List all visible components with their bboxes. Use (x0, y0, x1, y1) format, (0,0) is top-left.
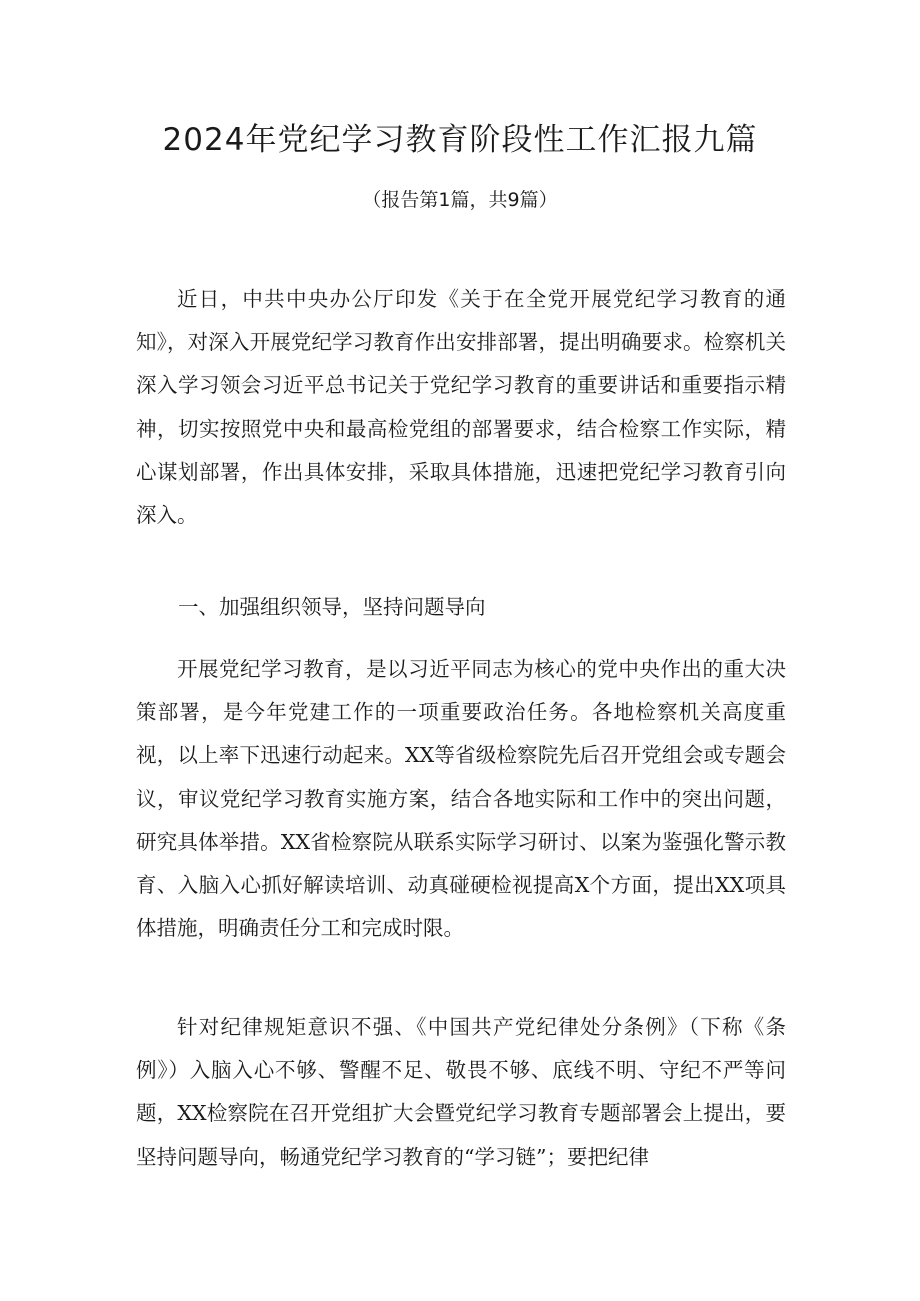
paragraph-intro: 近日，中共中央办公厅印发《关于在全党开展党纪学习教育的通知》，对深入开展党纪学习教育作出安排部署，提出明确要求。检察机关深入学习领会习近平总书记关于党纪学习教育的重要讲话和重要指示精神，切实按照党中央和最高检党组的部署要求，结合检察工作实际，精心谋划部署，作出具体安排，采取具体措施，迅速把党纪学习教育引向深入。 (136, 287, 786, 528)
document-subtitle: （报告第1篇，共9篇） (362, 189, 558, 211)
document-title: 2024年党纪学习教育阶段性工作汇报九篇 (162, 122, 758, 158)
section-heading-1: 一、加强组织领导，坚持问题导向 (178, 595, 486, 619)
paragraph-section-1-b: 针对纪律规矩意识不强、《中国共产党纪律处分条例》（下称《条例》）入脑入心不够、警醒不足、敬畏不够、底线不明、守纪不严等问题，XX检察院在召开党组扩大会暨党纪学习教育专题部署会上提出，要坚持问题导向，畅通党纪学习教育的“学习链”；要把纪律 (136, 1015, 786, 1169)
paragraph-section-1-a: 开展党纪学习教育，是以习近平同志为核心的党中央作出的重大决策部署，是今年党建工作的一项重要政治任务。各地检察机关高度重视，以上率下迅速行动起来。XX等省级检察院先后召开党组会或专题会议，审议党纪学习教育实施方案，结合各地实际和工作中的突出问题，研究具体举措。XX省检察院从联系实际学习研讨、以案为鉴强化警示教育、入脑入心抓好解读培训、动真碰硬检视提高X个方面，提出XX项具体措施，明确责任分工和完成时限。 (136, 657, 786, 941)
